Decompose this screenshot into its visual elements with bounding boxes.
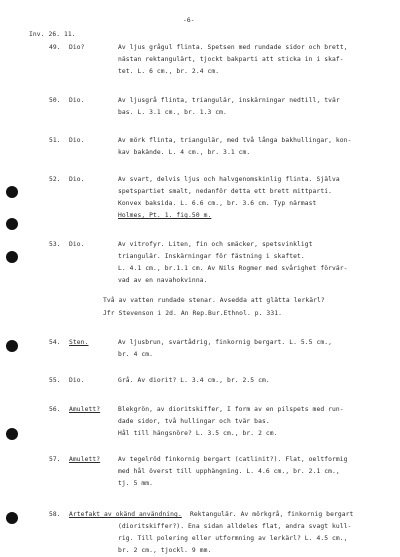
entry-line: br. 2 cm., tjockl. 9 mm. — [118, 547, 212, 554]
entry-line: Av ljus grågul flinta. Spetsen med rundade sidor och brett, — [118, 44, 348, 51]
entry-line: med hål överst till upphängning. L. 4.6 cm., br. 2.1 cm., — [118, 468, 340, 475]
entry-line: Hål till hängsnöre? L. 3.5 cm., br. 2 cm. — [118, 430, 278, 437]
entry-label: Dio. — [69, 241, 85, 248]
entry-line: triangulär. Inskärningar för fästning i skaftet. — [118, 253, 305, 260]
entry-label: Dio? — [69, 44, 85, 51]
entry-line: kav bakände. L. 4 cm., br. 3.1 cm. — [118, 149, 251, 156]
entry-label: Artefakt av okänd användning. — [69, 511, 182, 518]
entry-line: Rektangulär. Av mörkgrå, finkornig bergart — [190, 511, 354, 518]
page-number: -6- — [183, 17, 195, 24]
punch-hole — [6, 186, 18, 198]
entry-line: rig. Till polering eller utformning av lerkärl? L. 4.5 cm., — [118, 535, 348, 542]
entry-label: Amulett? — [69, 406, 101, 413]
entry-label: Dio. — [69, 97, 85, 104]
entry-number: 55. — [49, 377, 61, 384]
entry-number: 49. — [49, 44, 61, 51]
entry-line: tet. L. 6 cm., br. 2.4 cm. — [118, 68, 220, 75]
note-line: Två av vatten rundade stenar. Avsedda att glätta lerkärl? — [103, 297, 325, 304]
entry-line: Av vitrofyr. Liten, fin och smäcker, spetsvinkligt — [118, 241, 313, 248]
entry-line: Av ljusbrun, svartådrig, finkornig bergart. L. 5.5 cm., — [118, 339, 333, 346]
entry-line: Av ljusgrå flinta, triangulär, inskärningar nedtill, tvär — [118, 97, 340, 104]
entry-line: Av mörk flinta, triangulär, med två långa bakhullingar, kon- — [118, 137, 352, 144]
entry-line: Blekgrön, av dioritskiffer, I form av en pilspets med run- — [118, 406, 344, 413]
entry-line: nästan rektangulärt, tjockt bakparti att sticka in i skaf- — [118, 56, 344, 63]
entry-line: spetspartiet smalt, nedanför detta ett brett mittparti. — [118, 188, 333, 195]
entry-line: Holmes, Pt. 1. fig.50 m. — [118, 212, 212, 219]
entry-line: L. 4.1 cm., br.1.1 cm. Av Nils Rogmer med svårighet förvär- — [118, 265, 348, 272]
entry-line: (dioritskiffer?). Ena sidan alldeles flat, andra svagt kull- — [118, 523, 352, 530]
entry-number: 54. — [49, 339, 61, 346]
entry-label: Dio. — [69, 137, 85, 144]
punch-hole — [6, 428, 18, 440]
entry-line: bas. L. 3.1 cm., br. 1.3 cm. — [118, 109, 227, 116]
inventory-number: Inv. 26. 11. — [29, 31, 76, 38]
entry-line: Konvex baksida. L. 6.6 cm., br. 3.6 cm. Typ närmast — [118, 200, 317, 207]
entry-line: vad av en navahokvinna. — [118, 277, 208, 284]
note-line: Jfr Stevenson i 2d. An Rep.Bur.Ethnol. p. 331. — [103, 310, 282, 317]
punch-hole — [6, 251, 18, 263]
entry-number: 51. — [49, 137, 61, 144]
entry-line: tj. 5 mm. — [118, 480, 154, 487]
punch-hole — [6, 218, 18, 230]
entry-number: 57. — [49, 456, 61, 463]
entry-number: 53. — [49, 241, 61, 248]
entry-number: 56. — [49, 406, 61, 413]
entry-line: br. 4 cm. — [118, 351, 154, 358]
entry-line: dade sidor, två hullingar och tvär bas. — [118, 418, 270, 425]
entry-label: Sten. — [69, 339, 89, 346]
punch-hole — [6, 512, 18, 524]
entry-number: 58. — [49, 511, 61, 518]
entry-line: Grå. Av diorit? L. 3.4 cm., br. 2.5 cm. — [118, 377, 270, 384]
entry-line: Av svart, delvis ljus och halvgenomskinlig flinta. Själva — [118, 176, 340, 183]
entry-label: Dio. — [69, 176, 85, 183]
punch-hole — [6, 340, 18, 352]
entry-number: 50. — [49, 97, 61, 104]
entry-number: 52. — [49, 176, 61, 183]
entry-label: Dio. — [69, 377, 85, 384]
entry-label: Amulett? — [69, 456, 101, 463]
entry-line: Av tegelröd finkornig bergart (catlinit?). Flat, oeltformig — [118, 456, 348, 463]
